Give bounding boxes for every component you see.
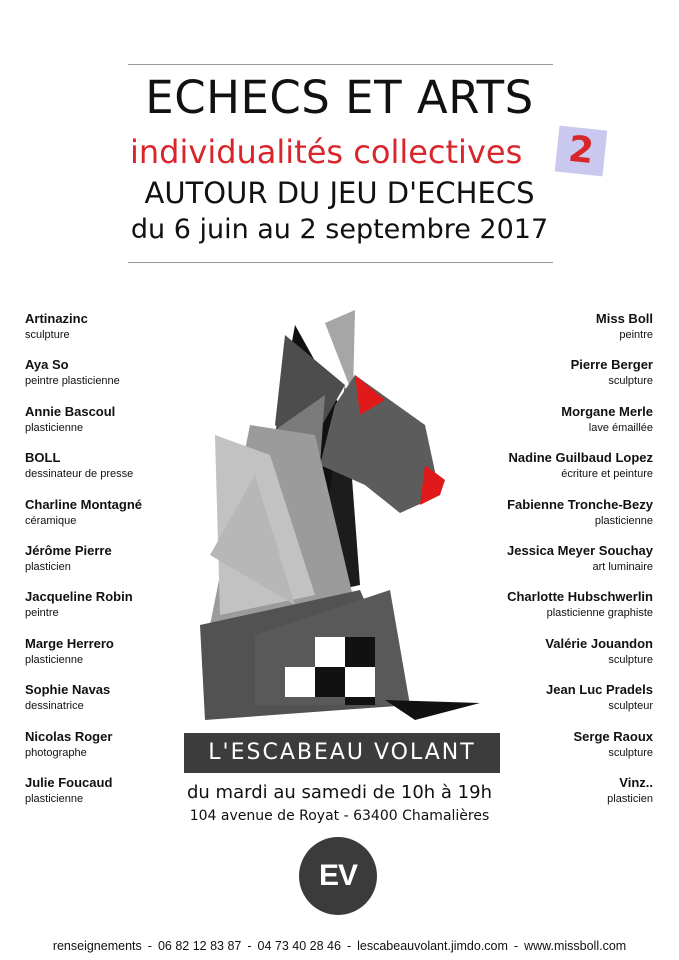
artist-name: Annie Bascoul bbox=[25, 403, 116, 419]
artist-item bbox=[463, 356, 653, 402]
website-link[interactable]: lescabeauvolant.jimdo.com bbox=[357, 939, 508, 953]
artist-role: céramique bbox=[25, 514, 77, 527]
artist-item bbox=[25, 588, 195, 634]
opening-hours: du mardi au samedi de 10h à 19h bbox=[187, 782, 492, 803]
artist-role: photographe bbox=[25, 746, 87, 759]
artist-name: Charlotte Hubschwerlin bbox=[507, 589, 653, 605]
artist-name: Marge Herrero bbox=[25, 635, 114, 651]
artist-item bbox=[25, 356, 195, 402]
website-link[interactable]: www.missboll.com bbox=[524, 939, 627, 953]
artist-item bbox=[25, 542, 195, 588]
artist-role: peintre bbox=[619, 329, 653, 341]
artist-item bbox=[25, 449, 195, 495]
artist-name: Nadine Guilbaud Lopez bbox=[508, 450, 653, 466]
artist-item bbox=[25, 403, 195, 449]
artist-name: Serge Raoux bbox=[573, 728, 653, 744]
artist-role: sculpture bbox=[608, 375, 653, 388]
artist-role: dessinateur de presse bbox=[25, 468, 134, 481]
artist-role: art luminaire bbox=[592, 560, 653, 573]
artist-item bbox=[463, 496, 653, 542]
artist-name: Aya So bbox=[25, 357, 69, 373]
edition-badge: 2 bbox=[555, 126, 608, 177]
logo-text: EV bbox=[318, 859, 358, 892]
artist-item bbox=[463, 310, 653, 356]
artist-name: Morgane Merle bbox=[561, 403, 653, 419]
footer-label: renseignements bbox=[52, 939, 142, 953]
artist-role: sculpture bbox=[608, 746, 653, 759]
subtitle-row bbox=[0, 128, 679, 180]
artist-role: lave émaillée bbox=[588, 421, 653, 434]
artist-name: Jérôme Pierre bbox=[25, 542, 112, 558]
artist-item bbox=[463, 635, 653, 681]
phone-number: 04 73 40 28 46 bbox=[257, 939, 341, 953]
artist-name: Fabienne Tronche-Bezy bbox=[507, 496, 653, 512]
artist-name: Jean Luc Pradels bbox=[546, 682, 653, 698]
artist-role: plasticienne bbox=[594, 514, 653, 527]
subtitle: individualités collectives bbox=[130, 133, 523, 171]
artist-name: Vinz.. bbox=[619, 774, 653, 790]
artist-role: sculpteur bbox=[608, 700, 653, 713]
artist-name: Jacqueline Robin bbox=[25, 589, 133, 605]
artist-role: plasticienne bbox=[25, 653, 84, 666]
exhibition-dates: du 6 juin au 2 septembre 2017 bbox=[130, 214, 549, 245]
artist-role: plasticienne graphiste bbox=[546, 607, 653, 620]
artist-name: Pierre Berger bbox=[570, 357, 653, 373]
artist-item bbox=[25, 635, 195, 681]
artist-name: Charline Montagné bbox=[25, 496, 143, 512]
artist-role: sculpture bbox=[25, 329, 70, 341]
artist-item bbox=[463, 542, 653, 588]
phone-number: 06 82 12 83 87 bbox=[157, 939, 242, 953]
artist-role: plasticien bbox=[607, 792, 653, 805]
artist-role: plasticienne bbox=[25, 421, 84, 434]
artist-name: Jessica Meyer Souchay bbox=[507, 542, 653, 558]
chess-knight-icon bbox=[195, 295, 485, 725]
artist-item bbox=[463, 681, 653, 727]
artist-role: écriture et peinture bbox=[561, 468, 653, 481]
artist-item bbox=[25, 496, 195, 542]
artist-name: Nicolas Roger bbox=[25, 728, 113, 744]
theme-heading: AUTOUR DU JEU D'ECHECS bbox=[144, 176, 535, 210]
artist-name: Sophie Navas bbox=[25, 682, 111, 698]
poster-title: ECHECS ET ARTS bbox=[145, 71, 534, 124]
artist-item bbox=[463, 403, 653, 449]
artist-role: peintre bbox=[25, 607, 59, 620]
artist-role: plasticienne bbox=[25, 792, 84, 805]
artist-list-left bbox=[25, 310, 195, 820]
header-divider bbox=[128, 262, 553, 263]
artist-name: Julie Foucaud bbox=[25, 774, 113, 790]
artist-role: plasticien bbox=[25, 560, 71, 573]
artist-item bbox=[25, 728, 195, 774]
artist-item bbox=[25, 681, 195, 727]
venue-name: L'ESCABEAU VOLANT bbox=[184, 733, 500, 773]
artist-item bbox=[463, 449, 653, 495]
artist-role: dessinatrice bbox=[25, 700, 84, 713]
artist-role: peintre plasticienne bbox=[25, 375, 120, 388]
venue-address: 104 avenue de Royat - 63400 Chamalières bbox=[189, 808, 490, 824]
artist-item bbox=[463, 588, 653, 634]
venue-logo bbox=[299, 837, 377, 915]
artist-role: sculpture bbox=[608, 653, 653, 666]
top-divider bbox=[128, 64, 553, 65]
artist-item bbox=[25, 310, 195, 356]
artist-name: Miss Boll bbox=[595, 311, 653, 326]
artist-name: Artinazinc bbox=[25, 311, 88, 326]
artist-name: BOLL bbox=[25, 450, 61, 466]
footer-contact: renseignements - 06 82 12 83 87 - 04 73 40 28 46 - lescabeauvolant.jimdo.com - www.missboll.com bbox=[52, 939, 627, 953]
artist-name: Valérie Jouandon bbox=[545, 635, 653, 651]
